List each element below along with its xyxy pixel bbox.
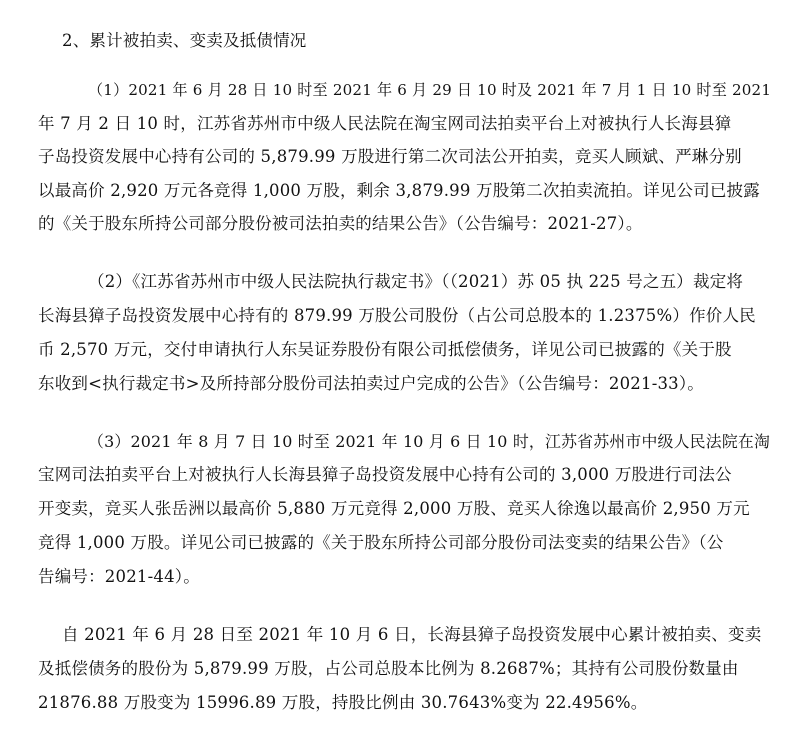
paragraph-line: 币 2,570 万元，交付申请执行人东吴证券股份有限公司抵偿债务，详见公司已披露的《关于股 (38, 340, 732, 359)
paragraph-line: 子岛投资发展中心持有公司的 5,879.99 万股进行第二次司法公开拍卖，竞买人顾斌、严琳分别 (38, 147, 742, 166)
paragraph-line: 自 2021 年 6 月 28 日至 2021 年 10 月 6 日，长海县獐子岛投资发展中心累计被拍卖、变卖 (62, 625, 762, 644)
paragraph-line: 东收到<执行裁定书>及所持部分股份司法拍卖过户完成的公告》（公告编号：2021-33）。 (38, 374, 705, 393)
paragraph-line: 及抵偿债务的股份为 5,879.99 万股，占公司总股本比例为 8.2687%；其持有公司股份数量由 (38, 659, 739, 678)
paragraph-line: 21876.88 万股变为 15996.89 万股，持股比例由 30.7643%变为 22.4956%。 (38, 693, 648, 712)
paragraph-line: 告编号：2021-44）。 (38, 567, 200, 586)
paragraph-line: 开变卖，竞买人张岳洲以最高价 5,880 万元竞得 2,000 万股、竞买人徐逸以最高价 2,950 万元 (38, 499, 750, 518)
paragraph-line: 年 7 月 2 日 10 时，江苏省苏州市中级人民法院在淘宝网司法拍卖平台上对被执行人长海县獐 (38, 114, 732, 133)
paragraph-line: 宝网司法拍卖平台上对被执行人长海县獐子岛投资发展中心持有公司的 3,000 万股进行司法公 (38, 465, 732, 484)
paragraph-line: 的《关于股东所持公司部分股份被司法拍卖的结果公告》（公告编号：2021-27）。 (38, 214, 643, 233)
paragraph-line: 竞得 1,000 万股。详见公司已披露的《关于股东所持公司部分股份司法变卖的结果公告》（公 (38, 533, 724, 552)
paragraph-line: 以最高价 2,920 万元各竞得 1,000 万股，剩余 3,879.99 万股第二次拍卖流拍。详见公司已披露 (38, 181, 760, 200)
paragraph-line: 长海县獐子岛投资发展中心持有的 879.99 万股公司股份（占公司总股本的 1.2375%）作价人民 (38, 306, 756, 325)
paragraph-line: （3）2021 年 8 月 7 日 10 时至 2021 年 10 月 6 日 10 时，江苏省苏州市中级人民法院在淘 (88, 432, 771, 451)
paragraph-line: （2）《江苏省苏州市中级人民法院执行裁定书》（（2021）苏 05 执 225 号之五）裁定将 (88, 272, 744, 291)
section-heading: 2、累计被拍卖、变卖及抵债情况 (62, 31, 307, 50)
paragraph-line: （1）2021 年 6 月 28 日 10 时至 2021 年 6 月 29 日 10 时及 2021 年 7 月 1 日 10 时至 2021 (88, 81, 772, 99)
